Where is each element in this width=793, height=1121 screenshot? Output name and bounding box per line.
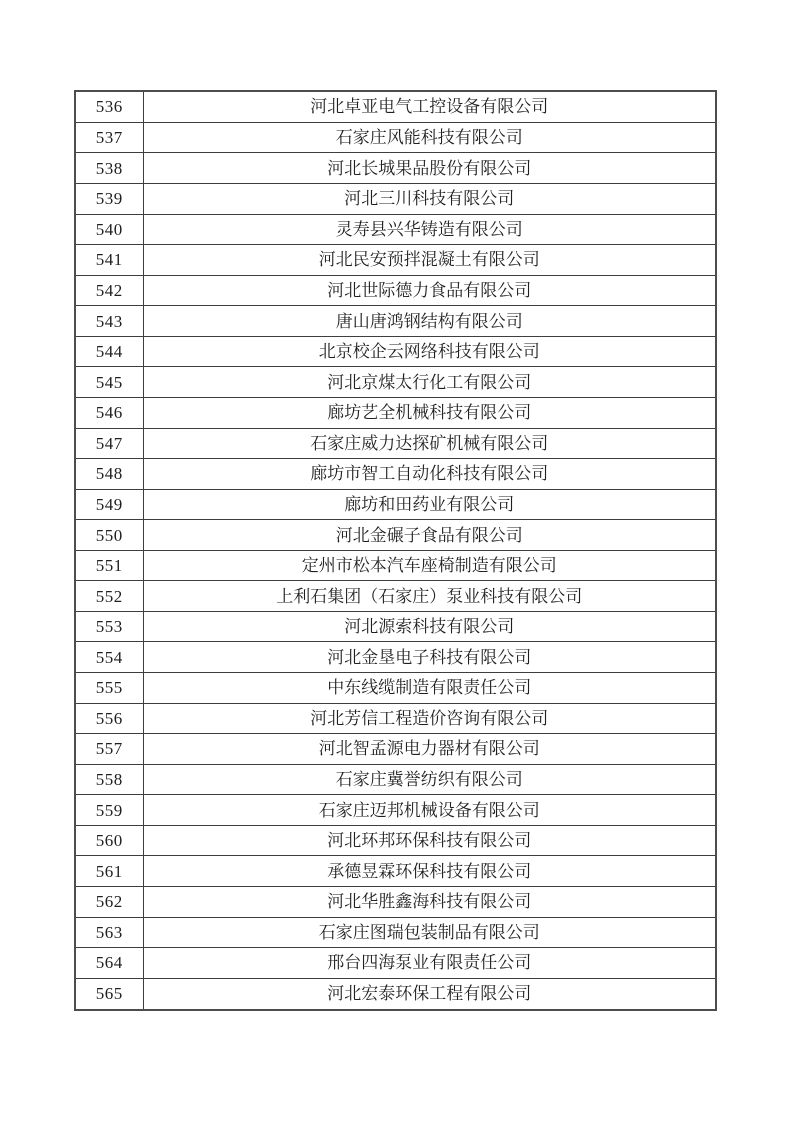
table-row (75, 153, 716, 184)
company-name-cell: 河北卓亚电气工控设备有限公司 (143, 91, 716, 122)
row-number-cell: 546 (75, 397, 143, 428)
company-name-cell: 河北世际德力食品有限公司 (143, 275, 716, 306)
row-number-cell: 538 (75, 153, 143, 184)
row-number-cell: 548 (75, 459, 143, 490)
table-row (75, 795, 716, 826)
company-name-cell: 灵寿县兴华铸造有限公司 (143, 214, 716, 245)
row-number-cell: 561 (75, 856, 143, 887)
row-number-cell: 562 (75, 886, 143, 917)
company-name-cell: 河北智孟源电力器材有限公司 (143, 734, 716, 765)
row-number-cell: 564 (75, 948, 143, 979)
company-name-cell: 河北金碾子食品有限公司 (143, 520, 716, 551)
row-number-cell: 557 (75, 734, 143, 765)
table-row (75, 978, 716, 1010)
company-table-body (75, 91, 716, 1010)
company-name-cell: 廊坊和田药业有限公司 (143, 489, 716, 520)
table-row (75, 611, 716, 642)
company-name-cell: 河北源索科技有限公司 (143, 611, 716, 642)
table-row (75, 275, 716, 306)
row-number-cell: 565 (75, 978, 143, 1010)
table-row (75, 642, 716, 673)
table-row (75, 214, 716, 245)
table-row (75, 91, 716, 122)
table-row (75, 122, 716, 153)
table-row (75, 948, 716, 979)
table-row (75, 336, 716, 367)
row-number-cell: 544 (75, 336, 143, 367)
row-number-cell: 536 (75, 91, 143, 122)
row-number-cell: 560 (75, 825, 143, 856)
table-row (75, 520, 716, 551)
row-number-cell: 539 (75, 184, 143, 215)
row-number-cell: 556 (75, 703, 143, 734)
row-number-cell: 545 (75, 367, 143, 398)
company-name-cell: 北京校企云网络科技有限公司 (143, 336, 716, 367)
row-number-cell: 543 (75, 306, 143, 337)
company-name-cell: 河北芳信工程造价咨询有限公司 (143, 703, 716, 734)
company-name-cell: 石家庄冀誉纺织有限公司 (143, 764, 716, 795)
table-row (75, 886, 716, 917)
company-name-cell: 河北环邦环保科技有限公司 (143, 825, 716, 856)
company-name-cell: 河北金垦电子科技有限公司 (143, 642, 716, 673)
row-number-cell: 553 (75, 611, 143, 642)
row-number-cell: 551 (75, 550, 143, 581)
row-number-cell: 554 (75, 642, 143, 673)
table-row (75, 917, 716, 948)
company-name-cell: 石家庄威力达探矿机械有限公司 (143, 428, 716, 459)
company-name-cell: 河北华胜鑫海科技有限公司 (143, 886, 716, 917)
table-row (75, 306, 716, 337)
company-name-cell: 廊坊艺全机械科技有限公司 (143, 397, 716, 428)
company-name-cell: 承德昱霖环保科技有限公司 (143, 856, 716, 887)
company-name-cell: 唐山唐鸿钢结构有限公司 (143, 306, 716, 337)
row-number-cell: 550 (75, 520, 143, 551)
table-row (75, 825, 716, 856)
table-row (75, 550, 716, 581)
table-row (75, 764, 716, 795)
company-name-cell: 河北京煤太行化工有限公司 (143, 367, 716, 398)
row-number-cell: 549 (75, 489, 143, 520)
company-name-cell: 石家庄风能科技有限公司 (143, 122, 716, 153)
company-name-cell: 中东线缆制造有限责任公司 (143, 673, 716, 704)
company-list-table (74, 90, 717, 1011)
table-row (75, 581, 716, 612)
row-number-cell: 541 (75, 245, 143, 276)
table-row (75, 245, 716, 276)
table-row (75, 856, 716, 887)
table-row (75, 459, 716, 490)
company-name-cell: 河北三川科技有限公司 (143, 184, 716, 215)
company-name-cell: 河北民安预拌混凝土有限公司 (143, 245, 716, 276)
company-name-cell: 邢台四海泵业有限责任公司 (143, 948, 716, 979)
row-number-cell: 555 (75, 673, 143, 704)
table-row (75, 428, 716, 459)
company-name-cell: 廊坊市智工自动化科技有限公司 (143, 459, 716, 490)
row-number-cell: 558 (75, 764, 143, 795)
row-number-cell: 537 (75, 122, 143, 153)
row-number-cell: 540 (75, 214, 143, 245)
company-name-cell: 石家庄迈邦机械设备有限公司 (143, 795, 716, 826)
table-row (75, 703, 716, 734)
row-number-cell: 547 (75, 428, 143, 459)
table-row (75, 734, 716, 765)
row-number-cell: 563 (75, 917, 143, 948)
row-number-cell: 542 (75, 275, 143, 306)
company-name-cell: 河北长城果品股份有限公司 (143, 153, 716, 184)
table-row (75, 489, 716, 520)
company-name-cell: 上利石集团（石家庄）泵业科技有限公司 (143, 581, 716, 612)
row-number-cell: 552 (75, 581, 143, 612)
table-row (75, 397, 716, 428)
table-row (75, 673, 716, 704)
table-row (75, 184, 716, 215)
company-name-cell: 定州市松本汽车座椅制造有限公司 (143, 550, 716, 581)
table-row (75, 367, 716, 398)
row-number-cell: 559 (75, 795, 143, 826)
company-name-cell: 河北宏泰环保工程有限公司 (143, 978, 716, 1010)
company-name-cell: 石家庄图瑞包装制品有限公司 (143, 917, 716, 948)
